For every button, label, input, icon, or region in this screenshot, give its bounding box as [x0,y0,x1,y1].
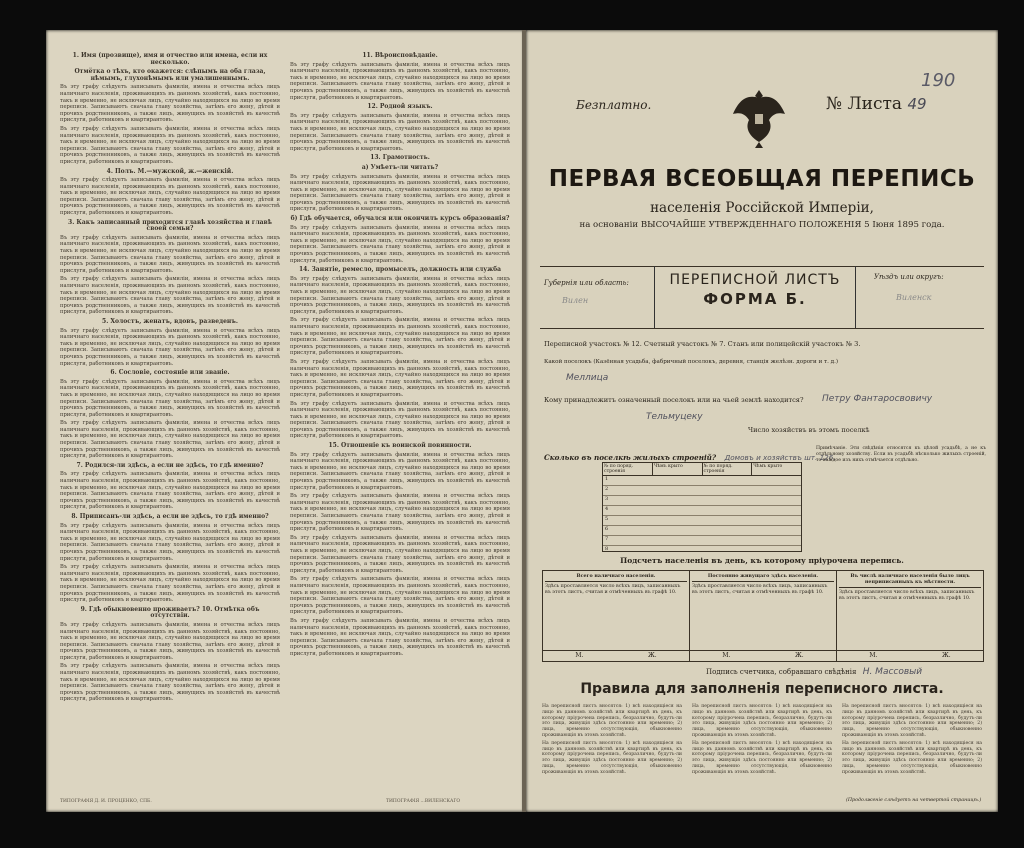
sex-male: М. [575,652,584,659]
table-row: 5 [603,516,801,526]
sex-row [543,650,689,659]
decree-line: на основаніи ВЫСОЧАЙШЕ УТВЕРЖДЕННАГО ПОЛОЖЕНІЯ 5 Іюня 1895 года. [579,220,945,230]
heading: а) Умѣетъ-ли читать? [361,163,439,171]
scanned-spread [46,30,998,812]
sheet-number [826,94,927,114]
column-header: Чѣмъ крыто [653,463,703,475]
rules-paragraph: На переписной листъ вносятся: 1) всѣ находящіеся на лицо въ данномъ хозяйствѣ или квартирѣ въ день, къ которому пріурочена перепись, безразлично, будутъ-ли это лица, живущія здѣсь постоянно или временно; 2) лица, временно отсутствующія, обыкновенно проживающія въ этомъ хозяйствѣ. [842,740,982,775]
rules-paragraph: На переписной листъ вносятся: 1) всѣ находящіеся на лицо въ данномъ хозяйствѣ или квартирѣ въ день, къ которому пріурочена перепись, безразлично, будутъ-ли это лица, живущія здѣсь постоянно или временно; 2) лица, временно отсутствующія, обыкновенно проживающія въ этомъ хозяйствѣ. [692,704,832,738]
archive-number: 190 [921,70,956,91]
sex-row [690,650,836,659]
enumerator-signature [706,667,922,677]
sex-row [837,650,983,659]
rules-column-3 [842,704,982,776]
body-paragraph: Въ эту графу слѣдуетъ записывать фамиліи, имена и отчества всѣхъ лицъ наличнаго населенія, проживающихъ въ данномъ хозяйствѣ, какъ постоянно, такъ и временно, не исключая лицъ, случайно находящихся на лицо во время переписи. Записываютъ сначала главу хозяйства, затѣмъ его жену, дѣтей и прочихъ родственниковъ, а также лицъ, живущихъ въ хозяйствѣ въ качествѣ прислуги, работниковъ и квартирантовъ. [60,471,280,511]
rules-paragraph: На переписной листъ вносятся: 1) всѣ находящіеся на лицо въ данномъ хозяйствѣ или квартирѣ въ день, къ которому пріурочена перепись, безразлично, будутъ-ли это лица, живущія здѣсь постоянно или временно; 2) лица, временно отсутствующія, обыкновенно проживающія въ этомъ хозяйствѣ. [842,704,982,738]
form-title: ПЕРЕПИСНОЙ ЛИСТЪ [669,272,841,288]
population-count-heading: Подсчетъ населенія въ день, къ которому пріурочена перепись. [620,556,904,565]
body-paragraph: Въ эту графу слѣдуетъ записывать фамиліи, имена и отчества всѣхъ лицъ наличнаго населенія, проживающихъ въ данномъ хозяйствѣ, какъ постоянно, такъ и временно, не исключая лицъ, случайно находящихся на лицо во время переписи. Записываютъ сначала главу хозяйства, затѣмъ его жену, дѣтей и прочихъ родственниковъ, а также лицъ, живущихъ въ хозяйствѣ въ качествѣ прислуги, работниковъ и квартирантовъ. [60,621,280,661]
owner-label: Кому принадлежитъ означенный поселокъ или на чьей землѣ находится? [544,396,804,404]
signature-value: Н. Массовый [862,667,923,677]
sex-male: М. [722,652,731,659]
uezd-label: Уѣздъ или округъ: [874,273,944,281]
printer-footer: ТИПОГРАФІЯ Д. И. ПРОЦЕНКО, СПБ. [60,799,152,804]
heading: 13. Грамотность. [370,154,430,162]
population-column-unregistered [837,571,983,661]
column-header: № по поряд. строенія [603,463,653,475]
rules-title: Правила для заполненія переписного листа. [580,681,944,697]
owner-value: Петру Фантаросвовичу [822,394,933,404]
body-paragraph: Въ эту графу слѣдуетъ записывать фамиліи, имена и отчества всѣхъ лицъ наличнаго населенія, проживающихъ въ данномъ хозяйствѣ, какъ постоянно, такъ и временно, не исключая лицъ, случайно находящихся на лицо во время переписи. Записываютъ сначала главу хозяйства, затѣмъ его жену, дѣтей и прочихъ родственниковъ, а также лицъ, живущихъ въ хозяйствѣ въ качествѣ прислуги, работниковъ и квартирантовъ. [60,84,280,124]
column-text: Здѣсь проставляется число всѣхъ лицъ, записанныхъ въ этотъ листъ, считая и отмѣченныхъ въ графѣ 10. [839,590,975,601]
rules-column-1 [542,704,682,776]
table-row: 6 [603,526,801,536]
sex-female: Ж. [648,652,657,659]
heading: 9. Гдѣ обыкновенно проживаетъ? 10. Отмѣтка объ отсутствіи. [80,605,260,620]
heading: б) Гдѣ обучается, обучался или окончилъ курсъ образованія? [290,215,510,223]
rules-paragraph: На переписной листъ вносятся: 1) всѣ находящіеся на лицо въ данномъ хозяйствѣ или квартирѣ въ день, къ которому пріурочена перепись, безразлично, будутъ-ли это лица, живущія здѣсь постоянно или временно; 2) лица, временно отсутствующія, обыкновенно проживающія въ этомъ хозяйствѣ. [542,740,682,775]
free-label: Безплатно. [576,98,652,112]
column-header: № по поряд. строенія [703,463,753,475]
sex-male: М. [869,652,878,659]
body-paragraph: Въ эту графу слѣдуетъ записывать фамиліи, имена и отчества всѣхъ лицъ наличнаго населенія, проживающихъ въ данномъ хозяйствѣ, какъ постоянно, такъ и временно, не исключая лицъ, случайно находящихся на лицо во время переписи. Записываютъ сначала главу хозяйства, затѣмъ его жену, дѣтей и прочихъ родственниковъ, а также лицъ, живущихъ въ хозяйствѣ въ качествѣ прислуги, работниковъ и квартирантовъ. [290,317,510,357]
sex-female: Ж. [795,652,804,659]
column-text: Здѣсь проставляется число всѣхъ лицъ, записанныхъ въ этотъ листъ, считая и отмѣченныхъ въ графѣ 10. [692,584,828,595]
population-column-permanent [690,571,837,661]
body-paragraph: Въ эту графу слѣдуетъ записывать фамиліи, имена и отчества всѣхъ лицъ наличнаго населенія, проживающихъ въ данномъ хозяйствѣ, какъ постоянно, такъ и временно, не исключая лицъ, случайно находящихся на лицо во время переписи. Записываютъ сначала главу хозяйства, затѣмъ его жену, дѣтей и прочихъ родственниковъ, а также лицъ, живущихъ въ хозяйствѣ въ качествѣ прислуги, работниковъ и квартирантовъ. [60,177,280,217]
page-subtitle: населенія Россійской Имперіи, [650,200,874,216]
body-paragraph: Въ эту графу слѣдуетъ записывать фамиліи, имена и отчества всѣхъ лицъ наличнаго населенія, проживающихъ въ данномъ хозяйствѣ, какъ постоянно, такъ и временно, не исключая лицъ, случайно находящихся на лицо во время переписи. Записываютъ сначала главу хозяйства, затѣмъ его жену, дѣтей и прочихъ родственниковъ, а также лицъ, живущихъ въ хозяйствѣ въ качествѣ прислуги, работниковъ и квартирантовъ. [60,378,280,418]
form-letter: ФОРМА Б. [703,290,807,308]
heading: 11. Вѣроисповѣданіе. [362,52,438,59]
continued-note: (Продолженіе слѣдуетъ на четвертой страницѣ.) [846,798,982,803]
left-column-a [60,50,280,705]
body-paragraph: Въ эту графу слѣдуетъ записывать фамиліи, имена и отчества всѣхъ лицъ наличнаго населенія, проживающихъ въ данномъ хозяйствѣ, какъ постоянно, такъ и временно, не исключая лицъ, случайно находящихся на лицо во время переписи. Записываютъ сначала главу хозяйства, затѣмъ его жену, дѣтей и прочихъ родственниковъ, а также лицъ, живущихъ въ хозяйствѣ въ качествѣ прислуги, работниковъ и квартирантовъ. [290,61,510,101]
rules-column-2 [692,704,832,776]
left-column-b [290,50,510,659]
column-header: Всего наличнаго населенія. [545,573,687,582]
sheet-number-label: № Листа [826,94,903,114]
table-row: 1 [603,476,801,486]
heading: 14. Занятіе, ремесло, промыселъ, должность или служба [298,266,502,274]
body-paragraph: Въ эту графу слѣдуетъ записывать фамиліи, имена и отчества всѣхъ лицъ наличнаго населенія, проживающихъ въ данномъ хозяйствѣ, какъ постоянно, такъ и временно, не исключая лицъ, случайно находящихся на лицо во время переписи. Записываютъ сначала главу хозяйства, затѣмъ его жену, дѣтей и прочихъ родственниковъ, а также лицъ, живущихъ въ хозяйствѣ въ качествѣ прислуги, работниковъ и квартирантовъ. [60,522,280,562]
body-paragraph: Въ эту графу слѣдуетъ записывать фамиліи, имена и отчества всѣхъ лицъ наличнаго населенія, проживающихъ въ данномъ хозяйствѣ, какъ постоянно, такъ и временно, не исключая лицъ, случайно находящихся на лицо во время переписи. Записываютъ сначала главу хозяйства, затѣмъ его жену, дѣтей и прочихъ родственниковъ, а также лицъ, живущихъ въ хозяйствѣ въ качествѣ прислуги, работниковъ и квартирантовъ. [290,617,510,657]
body-paragraph: Въ эту графу слѣдуетъ записывать фамиліи, имена и отчества всѣхъ лицъ наличнаго населенія, проживающихъ въ данномъ хозяйствѣ, какъ постоянно, такъ и временно, не исключая лицъ, случайно находящихся на лицо во время переписи. Записываютъ сначала главу хозяйства, затѣмъ его жену, дѣтей и прочихъ родственниковъ, а также лицъ, живущихъ въ хозяйствѣ въ качествѣ прислуги, работниковъ и квартирантовъ. [290,493,510,533]
body-paragraph: Въ эту графу слѣдуетъ записывать фамиліи, имена и отчества всѣхъ лицъ наличнаго населенія, проживающихъ въ данномъ хозяйствѣ, какъ постоянно, такъ и временно, не исключая лицъ, случайно находящихся на лицо во время переписи. Записываютъ сначала главу хозяйства, затѣмъ его жену, дѣтей и прочихъ родственниковъ, а также лицъ, живущихъ въ хозяйствѣ въ качествѣ прислуги, работниковъ и квартирантовъ. [60,327,280,367]
rules-paragraph: На переписной листъ вносятся: 1) всѣ находящіеся на лицо въ данномъ хозяйствѣ или квартирѣ въ день, къ которому пріурочена перепись, безразлично, будутъ-ли это лица, живущія здѣсь постоянно или временно; 2) лица, временно отсутствующія, обыкновенно проживающія въ этомъ хозяйствѣ. [692,740,832,775]
uezd-value: Виленск [896,293,932,302]
body-paragraph: Въ эту графу слѣдуетъ записывать фамиліи, имена и отчества всѣхъ лицъ наличнаго населенія, проживающихъ въ данномъ хозяйствѣ, какъ постоянно, такъ и временно, не исключая лицъ, случайно находящихся на лицо во время переписи. Записываютъ сначала главу хозяйства, затѣмъ его жену, дѣтей и прочихъ родственниковъ, а также лицъ, живущихъ въ хозяйствѣ въ качествѣ прислуги, работниковъ и квартирантовъ. [290,358,510,398]
page-title: ПЕРВАЯ ВСЕОБЩАЯ ПЕРЕПИСЬ [548,166,976,192]
households-count-label: Число хозяйствъ въ этомъ поселкѣ [748,426,870,434]
guberniya-label: Губернія или область: [544,279,629,287]
houses-label [544,453,836,462]
houses-value: Домовъ и хозяйствъ шт. 126. [724,453,836,462]
body-paragraph: Въ эту графу слѣдуетъ записывать фамиліи, имена и отчества всѣхъ лицъ наличнаго населенія, проживающихъ въ данномъ хозяйствѣ, какъ постоянно, такъ и временно, не исключая лицъ, случайно находящихся на лицо во время переписи. Записываютъ сначала главу хозяйства, затѣмъ его жену, дѣтей и прочихъ родственниковъ, а также лицъ, живущихъ въ хозяйствѣ въ качествѣ прислуги, работниковъ и квартирантовъ. [60,234,280,274]
sheet-number-value: 49 [907,95,927,113]
table-row: 8 [605,546,609,552]
body-paragraph: Въ эту графу слѣдуетъ записывать фамиліи, имена и отчества всѣхъ лицъ наличнаго населенія, проживающихъ въ данномъ хозяйствѣ, какъ постоянно, такъ и временно, не исключая лицъ, случайно находящихся на лицо во время переписи. Записываютъ сначала главу хозяйства, затѣмъ его жену, дѣтей и прочихъ родственниковъ, а также лицъ, живущихъ въ хозяйствѣ въ качествѣ прислуги, работниковъ и квартирантовъ. [60,420,280,460]
double-headed-eagle-icon [729,84,789,150]
printer-footer: ТИПОГРАФІЯ ...ВИЛЕНСКАГО [386,799,461,804]
body-paragraph: Въ эту графу слѣдуетъ записывать фамиліи, имена и отчества всѣхъ лицъ наличнаго населенія, проживающихъ въ данномъ хозяйствѣ, какъ постоянно, такъ и временно, не исключая лицъ, случайно находящихся на лицо во время переписи. Записываютъ сначала главу хозяйства, затѣмъ его жену, дѣтей и прочихъ родственниковъ, а также лицъ, живущихъ въ хозяйствѣ въ качествѣ прислуги, работниковъ и квартирантовъ. [60,564,280,604]
settlement-value: Меллица [566,373,609,383]
body-paragraph: Въ эту графу слѣдуетъ записывать фамиліи, имена и отчества всѣхъ лицъ наличнаго населенія, проживающихъ въ данномъ хозяйствѣ, какъ постоянно, такъ и временно, не исключая лицъ, случайно находящихся на лицо во время переписи. Записываютъ сначала главу хозяйства, затѣмъ его жену, дѣтей и прочихъ родственниковъ, а также лицъ, живущихъ въ хозяйствѣ въ качествѣ прислуги, работниковъ и квартирантовъ. [290,275,510,315]
heading: 4. Полъ. М.—мужской, ж.—женскій. [106,167,234,175]
body-paragraph: Въ эту графу слѣдуетъ записывать фамиліи, имена и отчества всѣхъ лицъ наличнаго населенія, проживающихъ въ данномъ хозяйствѣ, какъ постоянно, такъ и временно, не исключая лицъ, случайно находящихся на лицо во время переписи. Записываютъ сначала главу хозяйства, затѣмъ его жену, дѣтей и прочихъ родственниковъ, а также лицъ, живущихъ въ хозяйствѣ въ качествѣ прислуги, работниковъ и квартирантовъ. [60,125,280,165]
table-row: 4 [603,506,801,516]
table-header [603,463,801,476]
heading: 6. Сословіе, состояніе или званіе. [110,369,230,377]
heading: 12. Родной языкъ. [367,103,433,111]
population-column-total [543,571,690,661]
heading: 8. Приписанъ-ли здѣсь, а если не здѣсь, то гдѣ именно? [71,513,269,520]
right-page [526,30,998,812]
left-page [46,30,524,812]
column-header: Чѣмъ крыто [753,464,783,469]
signature-label: Подпись счетчика, собравшаго свѣдѣнія [706,668,857,676]
table-row: 3 [603,496,801,506]
body-paragraph: Въ эту графу слѣдуетъ записывать фамиліи, имена и отчества всѣхъ лицъ наличнаго населенія, проживающихъ въ данномъ хозяйствѣ, какъ постоянно, такъ и временно, не исключая лицъ, случайно находящихся на лицо во время переписи. Записываютъ сначала главу хозяйства, затѣмъ его жену, дѣтей и прочихъ родственниковъ, а также лицъ, живущихъ въ хозяйствѣ въ качествѣ прислуги, работниковъ и квартирантовъ. [290,576,510,616]
rules-paragraph: На переписной листъ вносятся: 1) всѣ находящіеся на лицо въ данномъ хозяйствѣ или квартирѣ въ день, къ которому пріурочена перепись, безразлично, будутъ-ли это лица, живущія здѣсь постоянно или временно; 2) лица, временно отсутствующія, обыкновенно проживающія въ этомъ хозяйствѣ. [542,704,682,738]
body-paragraph: Въ эту графу слѣдуетъ записывать фамиліи, имена и отчества всѣхъ лицъ наличнаго населенія, проживающихъ въ данномъ хозяйствѣ, какъ постоянно, такъ и временно, не исключая лицъ, случайно находящихся на лицо во время переписи. Записываютъ сначала главу хозяйства, затѣмъ его жену, дѣтей и прочихъ родственниковъ, а также лицъ, живущихъ въ хозяйствѣ въ качествѣ прислуги, работниковъ и квартирантовъ. [290,224,510,264]
body-paragraph: Въ эту графу слѣдуетъ записывать фамиліи, имена и отчества всѣхъ лицъ наличнаго населенія, проживающихъ въ данномъ хозяйствѣ, какъ постоянно, такъ и временно, не исключая лицъ, случайно находящихся на лицо во время переписи. Записываютъ сначала главу хозяйства, затѣмъ его жену, дѣтей и прочихъ родственниковъ, а также лицъ, живущихъ въ хозяйствѣ въ качествѣ прислуги, работниковъ и квартирантовъ. [290,534,510,574]
body-paragraph: Въ эту графу слѣдуетъ записывать фамиліи, имена и отчества всѣхъ лицъ наличнаго населенія, проживающихъ въ данномъ хозяйствѣ, какъ постоянно, такъ и временно, не исключая лицъ, случайно находящихся на лицо во время переписи. Записываютъ сначала главу хозяйства, затѣмъ его жену, дѣтей и прочихъ родственниковъ, а также лицъ, живущихъ въ хозяйствѣ въ качествѣ прислуги, работниковъ и квартирантовъ. [60,276,280,316]
heading: 3. Какъ записанный приходится главѣ хозяйства и главѣ своей семьи? [68,218,272,233]
body-paragraph: Въ эту графу слѣдуетъ записывать фамиліи, имена и отчества всѣхъ лицъ наличнаго населенія, проживающихъ въ данномъ хозяйствѣ, какъ постоянно, такъ и временно, не исключая лицъ, случайно находящихся на лицо во время переписи. Записываютъ сначала главу хозяйства, затѣмъ его жену, дѣтей и прочихъ родственниковъ, а также лицъ, живущихъ въ хозяйствѣ въ качествѣ прислуги, работниковъ и квартирантовъ. [290,112,510,152]
heading: 7. Родился-ли здѣсь, а если не здѣсь, то гдѣ именно? [76,461,264,469]
heading: 5. Холостъ, женатъ, вдовъ, разведенъ. [102,317,238,325]
buildings-table [602,462,802,552]
heading: 1. Имя (прозвище), имя и отчество или имена, если их несколько. [72,52,268,66]
table-row: 2 [603,486,801,496]
body-paragraph: Въ эту графу слѣдуетъ записывать фамиліи, имена и отчества всѣхъ лицъ наличнаго населенія, проживающихъ въ данномъ хозяйствѣ, какъ постоянно, такъ и временно, не исключая лицъ, случайно находящихся на лицо во время переписи. Записываютъ сначала главу хозяйства, затѣмъ его жену, дѣтей и прочихъ родственниковъ, а также лицъ, живущихъ въ хозяйствѣ въ качествѣ прислуги, работниковъ и квартирантовъ. [60,663,280,703]
heading: 15. Отношеніе къ воинской повинности. [328,442,472,450]
body-paragraph: Въ эту графу слѣдуетъ записывать фамиліи, имена и отчества всѣхъ лицъ наличнаго населенія, проживающихъ въ данномъ хозяйствѣ, какъ постоянно, такъ и временно, не исключая лицъ, случайно находящихся на лицо во время переписи. Записываютъ сначала главу хозяйства, затѣмъ его жену, дѣтей и прочихъ родственниковъ, а также лицъ, живущихъ въ хозяйствѣ въ качествѣ прислуги, работниковъ и квартирантовъ. [290,451,510,491]
column-text: Здѣсь проставляется число всѣхъ лицъ, записанныхъ въ этотъ листъ, считая и отмѣченныхъ въ графѣ 10. [545,584,681,595]
divider [540,328,984,329]
guberniya-value: Вилен [562,296,589,305]
column-header: Постоянно живущаго здѣсь населенія. [692,573,834,582]
houses-question: Сколько въ поселкѣ жилыхъ строеній? [544,453,717,462]
sex-female: Ж. [942,652,951,659]
form-title-box [654,266,856,328]
owner-value-continued: Тельмуцеку [646,412,703,422]
table-body [603,476,801,555]
heading: Отмётка о тѣхъ, кто окажется: слѣпымъ на оба глаза, нѣмымъ, глухонѣмымъ или умалишеннымъ. [74,68,266,82]
column-header: Въ числѣ наличнаго населенія было лицъ неприписанныхъ къ мѣстности. [839,573,981,588]
body-paragraph: Въ эту графу слѣдуетъ записывать фамиліи, имена и отчества всѣхъ лицъ наличнаго населенія, проживающихъ въ данномъ хозяйствѣ, какъ постоянно, такъ и временно, не исключая лицъ, случайно находящихся на лицо во время переписи. Записываютъ сначала главу хозяйства, затѣмъ его жену, дѣтей и прочихъ родственниковъ, а также лицъ, живущихъ въ хозяйствѣ въ качествѣ прислуги, работниковъ и квартирантовъ. [290,173,510,213]
settlement-type-line: Какой поселокъ (Казённая усадьба, фабричный поселокъ, деревня, станція желѣзн. дороги и т. д.) [544,359,839,365]
population-table [542,570,984,662]
body-paragraph: Въ эту графу слѣдуетъ записывать фамиліи, имена и отчества всѣхъ лицъ наличнаго населенія, проживающихъ въ данномъ хозяйствѣ, какъ постоянно, такъ и временно, не исключая лицъ, случайно находящихся на лицо во время переписи. Записываютъ сначала главу хозяйства, затѣмъ его жену, дѣтей и прочихъ родственниковъ, а также лицъ, живущихъ въ хозяйствѣ въ качествѣ прислуги, работниковъ и квартирантовъ. [290,400,510,440]
census-district-line: Переписной участокъ № 12. Счетный участокъ № 7. Станъ или полицейскій участокъ № 3. [544,340,861,348]
note-text: Примѣчаніе. Эти свѣдѣнія относятся къ цѣлой усадьбѣ, а не къ отдѣльному хозяйству. Если въ усадьбѣ нѣсколько жилыхъ строеній, то каждое изъ нихъ отмѣчается отдѣльно. [816,446,986,463]
table-row: 7 [603,536,801,546]
